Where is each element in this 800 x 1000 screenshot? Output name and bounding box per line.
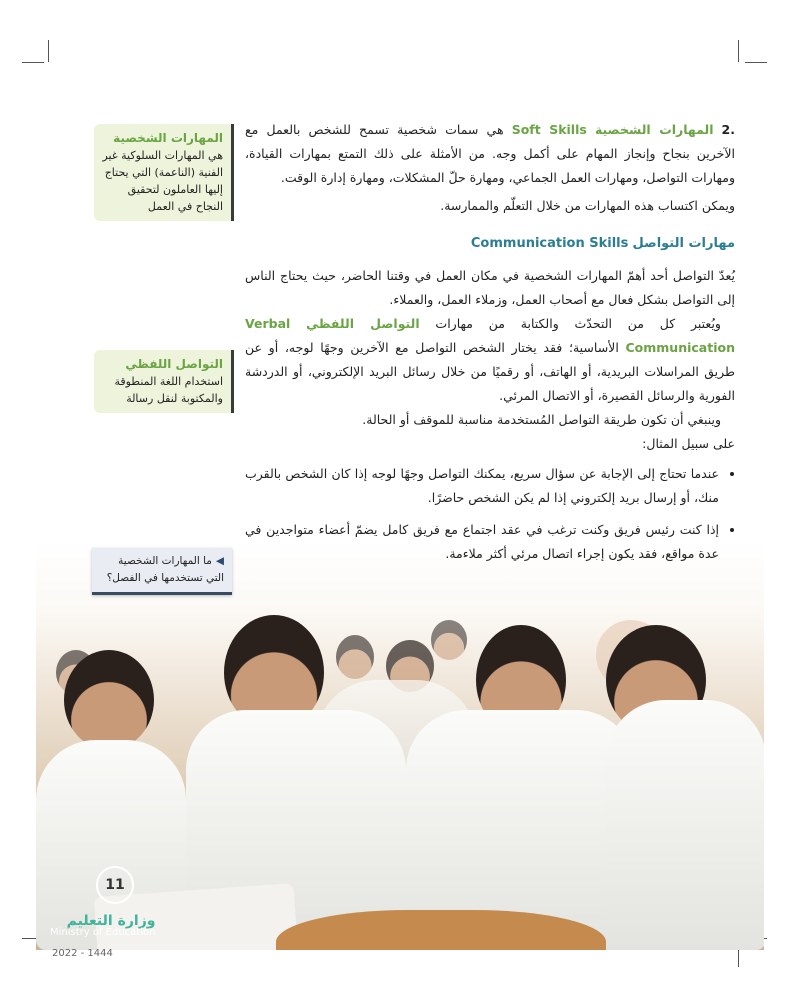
- crop-mark: [22, 62, 44, 63]
- crop-mark: [745, 62, 767, 63]
- crop-mark: [738, 40, 739, 62]
- section-heading: مهارات التواصل Communication Skills: [470, 236, 735, 251]
- examples-list: [245, 462, 735, 566]
- paragraph-3: وينبغي أن تكون طريقة التواصل المُستخدمة مناسبة للموقف أو الحالة.: [362, 412, 721, 427]
- arrow-left-icon: ◀: [215, 555, 224, 567]
- classroom-photo: [36, 540, 764, 950]
- paragraph-2: ويُعتبر كل من التحدّث والكتابة من مهارات التواصل اللفظي Verbal Communication الأساسية؛ فقد يختار الشخص التواصل مع الآخرين وجهًا لوجه، أو عن طريق المراسلات البريدية، أو الهاتف، أو رقميًا من خلال رسائل البريد الإلكتروني، أو الدردشة الفورية والرسائل القصيرة، أو الاتصال المرئي.: [245, 316, 735, 403]
- crop-mark: [48, 40, 49, 62]
- list-item: • إذا كنت رئيس فريق وكنت ترغب في عقد اجتماع مع فريق كامل يضمّ أعضاء متواجدين في عدة مواقع، فقد يكون إجراء اتصال مرئي أكثر ملاءمة.: [245, 518, 719, 566]
- ministry-logo: وزارة التعليم Ministry of Education: [50, 913, 156, 938]
- main-content: [245, 118, 735, 574]
- glossary-box-verbal-communication: التواصل اللفظي استخدام اللغة المنطوقة والمكتوبة لنقل رسالة: [94, 350, 234, 413]
- list-item: • عندما تحتاج إلى الإجابة عن سؤال سريع، يمكنك التواصل وجهًا لوجه إذا كان الشخص بالقرب منك، أو إرسال بريد إلكتروني إذا لم يكن الشخص حاضرًا.: [245, 462, 719, 510]
- page-number: 11: [96, 866, 134, 904]
- term-soft-skills: المهارات الشخصية: [594, 122, 714, 137]
- question-box: ◀ما المهارات الشخصية التي تستخدمها في الفصل؟: [92, 548, 232, 595]
- item-2: .2المهارات الشخصية Soft Skills هي سمات شخصية تسمح للشخص بالعمل مع الآخرين بنجاح وإنجاز المهام على أكمل وجه. من الأمثلة على ذلك التمتع بمهارات القيادة، ومهارات التواصل، ومهارات العمل الجماعي، ومهارة حلّ المشكلات، ومهارة إدارة الوقت.: [245, 122, 735, 185]
- acquire-text: ويمكن اكتساب هذه المهارات من خلال التعلّم والممارسة.: [440, 198, 735, 213]
- paragraph-1: يُعدّ التواصل أحد أهمّ المهارات الشخصية في مكان العمل في وقتنا الحاضر، حيث يحتاج الناس إلى التواصل بشكل فعال مع أصحاب العمل، وزملاء العمل، والعملاء.: [245, 268, 735, 307]
- example-intro: على سبيل المثال:: [642, 436, 735, 451]
- edition-year: 2022 - 1444: [52, 948, 113, 959]
- glossary-box-soft-skills: المهارات الشخصية هي المهارات السلوكية غير الفنية (الناعمة) التي يحتاج إليها العاملون لتحقيق النجاح في العمل: [94, 124, 234, 221]
